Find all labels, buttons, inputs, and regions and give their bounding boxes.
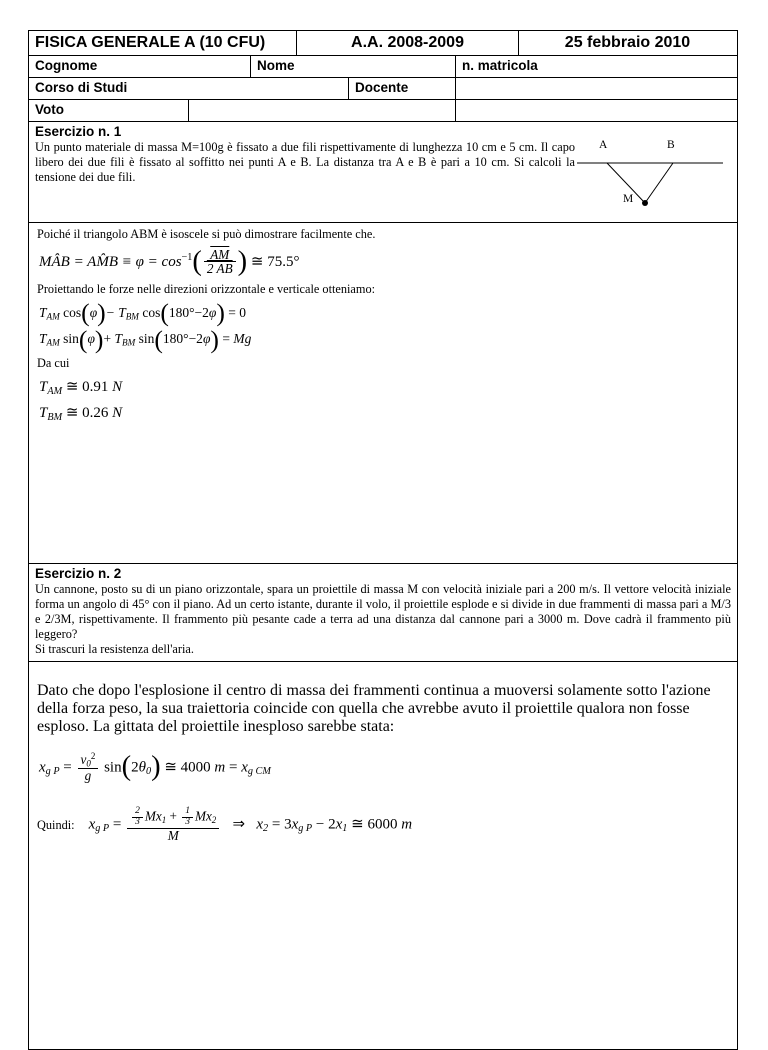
exercise-2-title: Esercizio n. 2 [35,565,122,581]
solution-1-projection-text: Proiettando le forze nelle direzioni orizzontale e verticale otteniamo: [37,282,376,297]
solution-1-eq-y [39,324,729,354]
surname-label: Cognome [29,56,251,77]
angle-eq-lhs: MÂB = AM̂B ≡ φ = cos [39,253,182,270]
header-row-course [29,78,737,100]
grade-blank-cell-2 [456,100,736,121]
teacher-label: Docente [349,78,456,99]
range-fraction-numerator: $v_0^2$ [78,752,99,770]
eq-y-content: $T_{AM}$ $\sin(\varphi)+ T_{BM}$ sin(180°−2φ) = Mg [39,324,252,354]
solution-2-cm-equation: $x_{g P}$ = $\frac{2}{3}$ $Mx_1$ + $\frac{1}{3}$ $Mx_2$ M ⇒ $x_2 = 3x_{g P} - 2x_1$ ≅ 6000 m [88,806,413,844]
range-unit: m [214,758,226,775]
figure-label-a: A [599,138,608,151]
exam-date: 25 febbraio 2010 [564,34,691,51]
exercise-1-solution [29,223,737,563]
tbm-unit: N [112,405,123,422]
solution-1-result-tbm: $T_{BM}$ ≅ 0.26 N [39,405,123,424]
header-row-identity [29,56,737,78]
exercise-2-text: Un cannone, posto su di un piano orizzontale, spara un proiettile di massa M con velocità iniziale pari a 200 m/s. Il vettore velocità iniziale forma un angolo di 45° con il piano. Ad un certo istante, durante il volo, il proiettile esplode e si divide in due frammenti di massa pari a M/3 e 2/3M, rispettivamente. Il frammento più pesante cade a terra ad una distanza dal cannone pari a 3000 m. Dove cadrà il frammento più leggero? [35,581,731,641]
solution-2-range-equation: $x_{g P}$ = $\frac{v_0^2}{g}$ $\sin(2\theta_0)$ ≅ 4000 $m = x_{g CM}$ [39,750,271,784]
exercise-2-solution [29,662,737,1049]
course-title: FISICA GENERALE A (10 CFU) [29,31,297,55]
exercise-2-note: Si trascuri la resistenza dell'aria. [35,641,194,656]
solution-1-eq-x [39,298,729,328]
header-row-grade [29,100,737,122]
angle-eq-fraction [204,248,236,277]
angle-eq-exponent: −1 [181,251,193,263]
figure-label-b: B [667,138,675,151]
exercise-1-title: Esercizio n. 1 [35,123,122,139]
left-paren: ( [192,245,202,277]
tam-value: 0.91 [82,379,109,396]
solution-2-intro: Dato che dopo l'esplosione il centro di massa dei frammenti continua a muoversi solamente sotto l'azione della forza peso, la sua traiettoria coincide con quella che avrebbe avuto il proiettile qualora non fosse esploso. La gittata del proiettile inesploso sarebbe stata: [37,681,711,735]
range-fraction [78,752,99,784]
tam-unit: N [112,379,123,396]
tbm-value: 0.26 [82,405,109,422]
figure-label-m: M [623,192,634,205]
figure-diagram [575,138,725,213]
range-value: 4000 [180,758,211,775]
grade-label: Voto [29,100,189,121]
result-unit: m [401,816,413,833]
solution-2-cm-row [37,807,729,843]
cm-fraction-numerator: $\frac{2}{3}$ $Mx_1$ + $\frac{1}{3}$ $Mx_2$ [127,807,219,829]
angle-eq-rhs: ≅ 75.5° [250,253,300,270]
cm-fraction-denominator: M [167,828,179,844]
right-paren: ) [237,245,248,277]
range-fraction-denominator: g [84,768,92,784]
solution-1-intro: Poiché il triangolo ABM è isoscele si può dimostrare facilmente che. [37,226,376,241]
exercise-1-statement [29,139,737,222]
header-row-title [29,31,737,56]
quindi-label: Quindi: [37,817,75,832]
academic-year: A.A. 2008-2009 [297,31,519,55]
exercise-1-text: Un punto materiale di massa M=100g è fissato a due fili rispettivamente di lunghezza 10 cm e 5 cm. Il capo libero dei due fili è fissato al soffitto nei punti A e B. La distanza tra A e B è pari a 10 cm. Si calcoli la tensione dei due fili. [35,139,575,184]
student-id-label: n. matricola [462,58,538,73]
answer-space [37,843,729,1043]
solution-1-da-cui: Da cui [37,356,70,371]
exercise-1-figure [575,138,725,213]
cm-fraction [127,807,219,843]
study-course-label: Corso di Studi [29,78,349,99]
solution-1-result-tam: $T_{AM}$ ≅ 0.91 N [39,379,123,398]
grade-blank-cell-1 [189,100,456,121]
eq-x-content: $T_{AM}$ $\cos(\varphi)- T_{BM}$ cos(180°−2φ) = 0 [39,298,247,328]
exam-sheet [28,30,738,1050]
exercise-2-statement [29,581,737,661]
fraction-numerator: $\overline{AM}$ [204,248,236,263]
result-value: 6000 [367,816,398,833]
fraction-denominator: 2 AB [206,261,233,277]
solution-1-angle-equation [39,245,729,277]
name-label: Nome [251,56,456,77]
course-blank-cell [456,78,736,99]
